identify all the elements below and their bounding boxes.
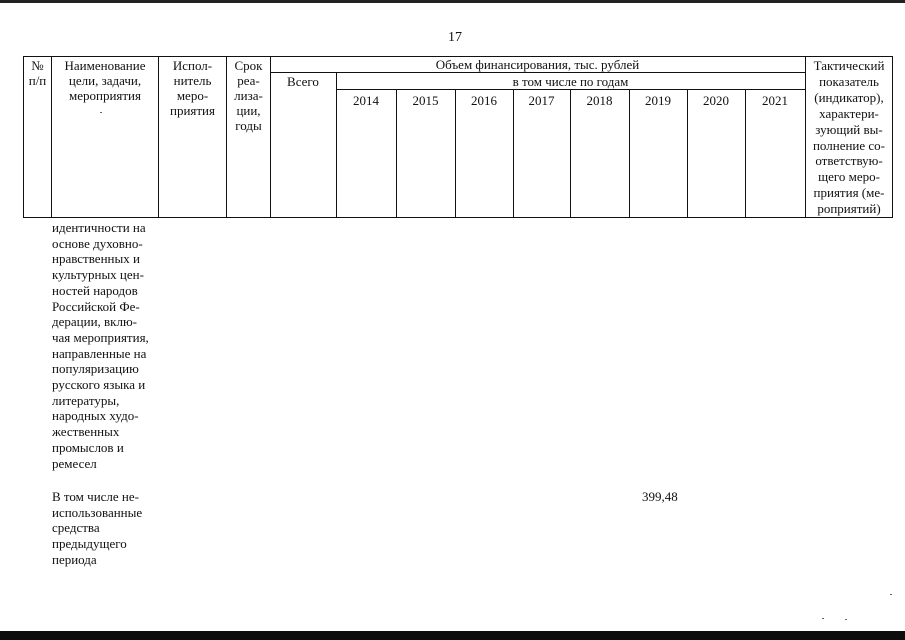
row-1-name: идентичности на основе духовно- нравственных и культурных цен- ностей народов Российской Фе- дерации, вклю- чая мероприятия, направленные на популяризацию русского языка и литературы, народных худо- жественных промыслов и ремесел (52, 220, 149, 471)
bottom-rule (0, 631, 905, 640)
header-year-2015: 2015 (412, 93, 439, 108)
header-funding: Объем финансирования, тыс. рублей (435, 57, 640, 72)
scan-speck (100, 112, 102, 113)
header-year-2016: 2016 (471, 93, 497, 108)
header-year-2017: 2017 (528, 93, 555, 108)
header-year-2019: 2019 (645, 93, 671, 108)
header-year-2020: 2020 (703, 93, 729, 108)
header-by-years: в том числе по годам (512, 74, 629, 89)
header-year-2018: 2018 (586, 93, 613, 108)
header-total: Всего (287, 74, 319, 89)
header-year-2014: 2014 (353, 93, 379, 108)
scan-speck (822, 618, 824, 619)
header-name: Наименование цели, задачи, мероприятия (64, 58, 146, 103)
header-indicator: Тактический показатель (индикатор), характери- зующий вы- полнение со- ответствую- щего меро- приятия (ме- роприятий) (812, 58, 886, 217)
header-term: Срок реа- лиза- ции, годы (234, 58, 263, 133)
scan-speck (845, 619, 847, 620)
header-executor: Испол- нитель меро- приятия (169, 58, 215, 118)
row-2-value-2019: 399,48 (642, 489, 678, 504)
top-rule (0, 0, 905, 3)
header-num: № п/п (28, 58, 47, 88)
scan-speck (890, 594, 892, 595)
page-number: 17 (448, 30, 462, 45)
header-year-2021: 2021 (762, 93, 788, 108)
row-2-name: В том числе не- использованные средства предыдущего периода (52, 489, 143, 567)
